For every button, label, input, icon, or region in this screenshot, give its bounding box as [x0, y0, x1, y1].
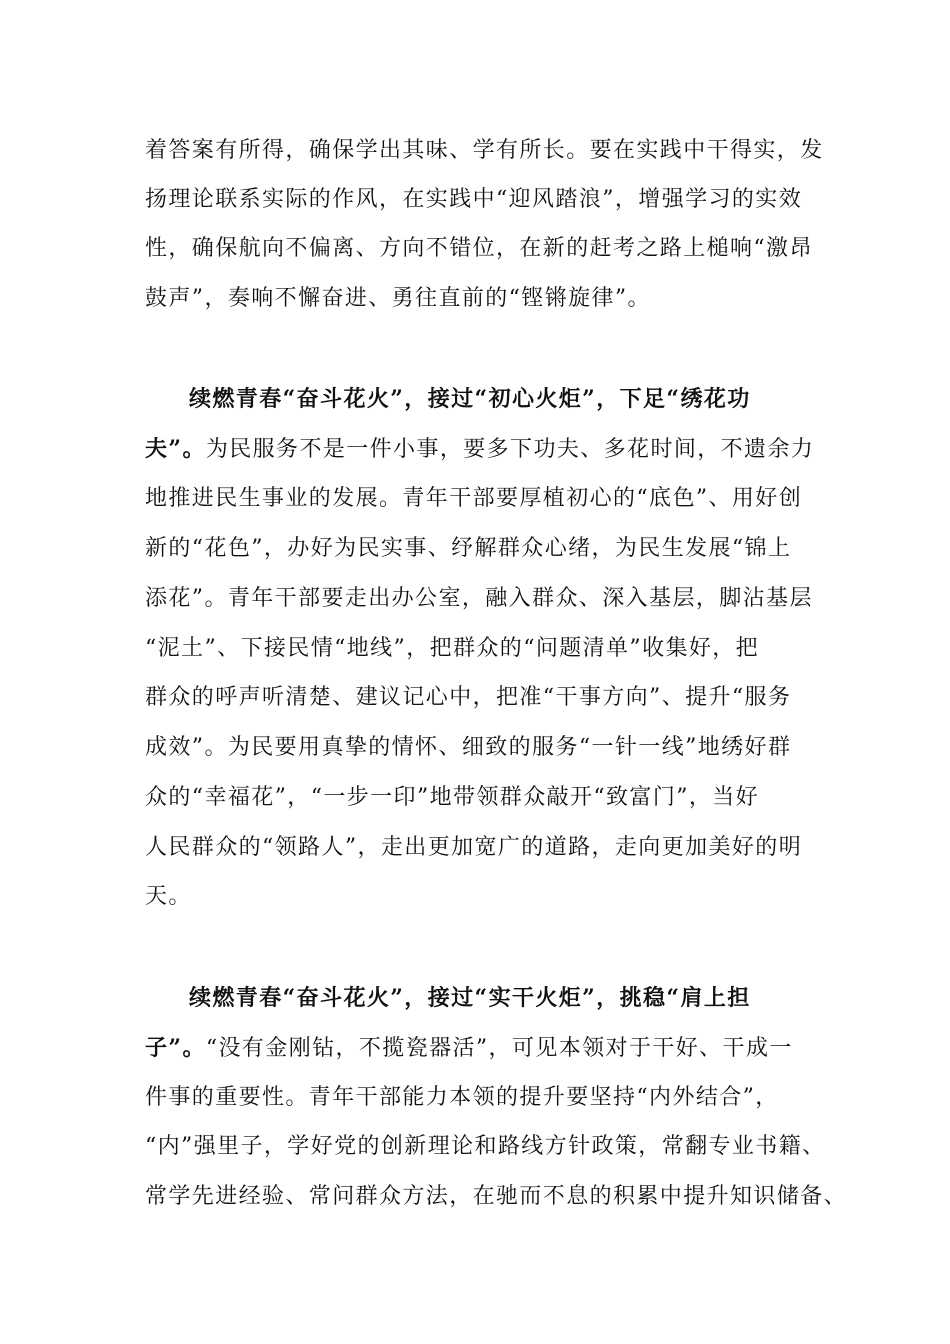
paragraph-3-line-2 — [145, 1031, 835, 1065]
paragraph-2-line-10: 人民群众的“领路人”，走出更加宽广的道路，走向更加美好的明 — [145, 835, 803, 860]
paragraph-2-line-6: “泥土”、下接民情“地线”，把群众的“问题清单”收集好，把 — [145, 636, 760, 661]
paragraph-2-line-5: 添花”。青年干部要走出办公室，融入群众、深入基层，脚沾基层 — [145, 586, 813, 611]
paragraph-3-heading-end: 子”。 — [145, 1035, 206, 1061]
paragraph-2-line-3: 地推进民生事业的发展。青年干部要厚植初心的“底色”、用好创 — [145, 486, 803, 511]
paragraph-3-line-5: 常学先进经验、常问群众方法，在驰而不息的积累中提升知识储备、 — [145, 1184, 848, 1209]
paragraph-2-line-2 — [145, 432, 835, 466]
paragraph-2-heading: 续燃青春“奋斗花火”，接过“初心火炬”，下足“绣花功 — [189, 386, 751, 412]
paragraph-3-line-4: “内”强里子，学好党的创新理论和路线方针政策，常翻专业书籍、 — [145, 1134, 826, 1159]
paragraph-3-line-2-text: “没有金刚钻，不揽瓷器活”，可见本领对于干好、干成一 — [205, 1036, 793, 1061]
paragraph-1-line-4: 鼓声”，奏响不懈奋进、勇往直前的“铿锵旋律”。 — [145, 286, 651, 311]
paragraph-2-line-2-text: 为民服务不是一件小事，要多下功夫、多花时间，不遗余力 — [205, 437, 815, 462]
paragraph-1-line-2: 扬理论联系实际的作风，在实践中“迎风踏浪”，增强学习的实效 — [145, 187, 803, 212]
paragraph-2-line-4: 新的“花色”，办好为民实事、纾解群众心绪，为民生发展“锦上 — [145, 536, 792, 561]
paragraph-2-heading-end: 夫”。 — [145, 436, 206, 462]
paragraph-2-line-8: 成效”。为民要用真挚的情怀、细致的服务“一针一线”地绣好群 — [145, 735, 792, 760]
paragraph-1-line-1: 着答案有所得，确保学出其味、学有所长。要在实践中干得实，发 — [145, 138, 824, 163]
paragraph-3-line-3: 件事的重要性。青年干部能力本领的提升要坚持“内外结合”， — [145, 1085, 779, 1110]
paragraph-1-line-3: 性，确保航向不偏离、方向不错位，在新的赶考之路上槌响“激昂 — [145, 236, 813, 261]
paragraph-2-line-9: 众的“幸福花”，“一步一印”地带领群众敲开“致富门”，当好 — [145, 785, 760, 810]
paragraph-3-heading: 续燃青春“奋斗花火”，接过“实干火炬”，挑稳“肩上担 — [189, 985, 751, 1011]
paragraph-2-line-7: 群众的呼声听清楚、建议记心中，把准“干事方向”、提升“服务 — [145, 685, 792, 710]
paragraph-2-line-11: 天。 — [145, 884, 192, 909]
